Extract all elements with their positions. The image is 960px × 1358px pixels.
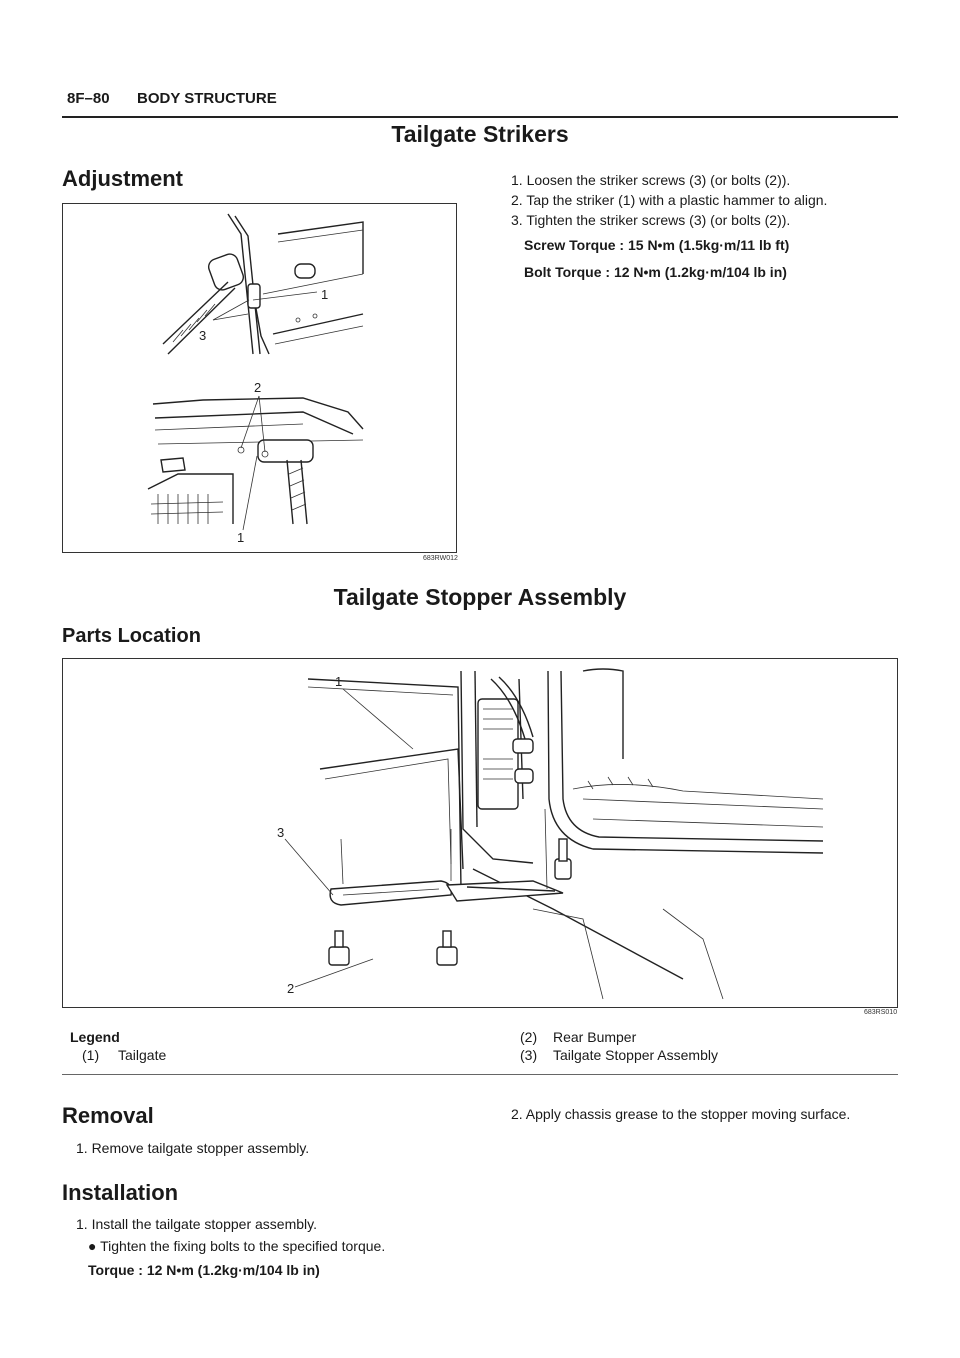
strikers-title: Tailgate Strikers: [391, 121, 569, 147]
striker-illustration: [63, 204, 456, 552]
adjust-step-3: 3. Tighten the striker screws (3) (or bolts (2)).: [511, 212, 791, 228]
stopper-figure: [62, 658, 898, 1008]
adjust-step-2: 2. Tap the striker (1) with a plastic hammer to align.: [511, 192, 828, 208]
callout-1-top: 1: [321, 287, 329, 302]
removal-step-2: 2. Apply chassis grease to the stopper moving surface.: [511, 1106, 851, 1122]
install-torque: Torque : 12 N•m (1.2kg·m/104 lb in): [88, 1262, 320, 1278]
stopper-title: Tailgate Stopper Assembly: [333, 584, 627, 610]
adjustment-heading: Adjustment: [62, 166, 183, 191]
installation-heading: Installation: [62, 1180, 179, 1205]
legend-num-2: (2): [520, 1029, 538, 1045]
bolt-torque: Bolt Torque : 12 N•m (1.2kg·m/104 lb in): [524, 264, 787, 280]
callout-1-bottom: 1: [237, 530, 245, 545]
screw-torque: Screw Torque : 15 N•m (1.5kg·m/11 lb ft): [524, 237, 790, 253]
legend-label-3: Tailgate Stopper Assembly: [553, 1047, 718, 1063]
legend-title: Legend: [70, 1029, 120, 1045]
install-bullet-text: Tighten the fixing bolts to the specified torque.: [100, 1238, 386, 1254]
install-step-1: 1. Install the tailgate stopper assembly.: [76, 1216, 317, 1232]
legend-rule: [62, 1074, 898, 1075]
callout-stopper-1: 1: [335, 674, 343, 689]
callout-2: 2: [254, 380, 262, 395]
stopper-illustration: [63, 659, 897, 1007]
striker-figure-code: 683RW012: [423, 555, 458, 562]
legend-label-1: Tailgate: [118, 1047, 167, 1063]
parts-location-heading: Parts Location: [62, 625, 201, 647]
legend-num-3: (3): [520, 1047, 538, 1063]
header-rule: [62, 116, 898, 118]
legend-num-1: (1): [82, 1047, 100, 1063]
bullet-icon: ●: [88, 1238, 97, 1254]
install-bullet: [88, 1237, 385, 1255]
removal-step-1: 1. Remove tailgate stopper assembly.: [76, 1140, 310, 1156]
page-number: 8F–80: [67, 90, 110, 107]
callout-3: 3: [199, 328, 207, 343]
removal-heading: Removal: [62, 1103, 154, 1128]
adjust-step-1: 1. Loosen the striker screws (3) (or bolts (2)).: [511, 172, 791, 188]
section-title: BODY STRUCTURE: [137, 90, 277, 107]
striker-figure: [62, 203, 457, 553]
legend-label-2: Rear Bumper: [553, 1029, 637, 1045]
callout-stopper-3: 3: [277, 825, 285, 840]
stopper-figure-code: 683RS010: [864, 1009, 898, 1016]
callout-stopper-2: 2: [287, 981, 295, 996]
